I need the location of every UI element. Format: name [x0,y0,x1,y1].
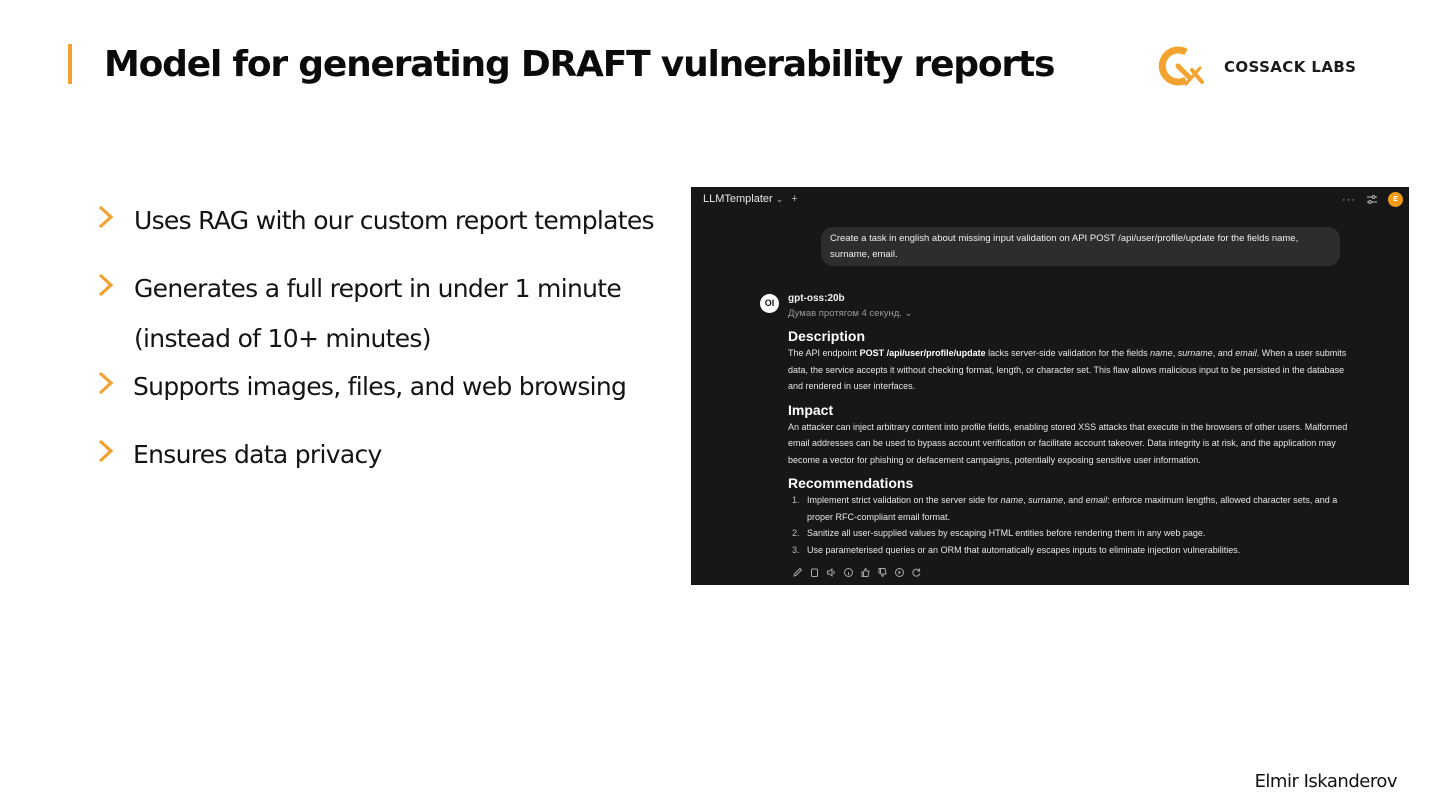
impact-heading: Impact [788,401,834,418]
bullet-item [96,430,382,480]
thumbs-up-icon[interactable] [860,567,871,578]
bullet-item [96,362,626,412]
top-right-controls [1342,192,1403,207]
bullet-text: Supports images, files, and web browsing [133,372,627,401]
recommendations-heading: Recommendations [788,475,914,491]
list-item: 3. Use parameterised queries or an ORM that automatically escapes inputs to eliminate injection vulnerabilities. [792,544,1241,555]
chevron-right-icon [96,370,118,396]
impact-text: An attacker can inject arbitrary content into profile fields, enabling stored XSS attacks that execute in the browsers of other users. Malformed email addresses can be used to bypass account verification or facilitate account takeover. Data integrity is at risk, and the application may become a vector for phishing or defacement campaigns, potentially exposing sensitive user information. [788,421,1348,465]
user-avatar[interactable]: E [1388,192,1403,207]
cossack-labs-logo-icon [1156,44,1206,88]
continue-icon[interactable] [894,567,905,578]
bullet-text: Ensures data privacy [133,440,382,469]
company-logo [1156,44,1356,90]
assistant-response [788,327,1348,558]
app-name: LLMTemplater [703,193,773,205]
model-avatar: OI [760,294,779,313]
chevron-right-icon [96,272,118,298]
logo-text: COSSACK LABS [1224,58,1357,76]
settings-sliders-icon[interactable] [1366,194,1378,206]
bullet-item [96,196,654,246]
chevron-down-icon: ⌄ [904,308,913,319]
description-text: The API endpoint POST /api/user/profile/update lacks server-side validation for the fields name, surname, and email. When a user submits data, the service accepts it without checking format, length, or character set. This flaw allows malicious input to be persisted in the database and rendered in user interfaces. [788,348,1347,391]
model-selector[interactable] [703,193,798,205]
slide-title: Model for generating DRAFT vulnerability reports [104,44,1055,85]
bullet-item [96,264,621,364]
user-message-bubble: Create a task in english about missing input validation on API POST /api/user/profile/update for the fields name, surname, email. [821,227,1340,266]
chevron-down-icon[interactable]: ⌄ [775,194,784,204]
title-accent-bar [68,44,72,84]
chevron-right-icon [96,204,118,230]
thumbs-down-icon[interactable] [877,567,888,578]
list-item: 1. Implement strict validation on the server side for name, surname, and email: enforce maximum lengths, allowed character sets, and a proper RFC-compliant email format. [792,495,1338,522]
author-name: Elmir Iskanderov [1254,771,1397,792]
regenerate-icon[interactable] [911,567,922,578]
edit-icon[interactable] [792,567,803,578]
info-icon[interactable] [843,567,854,578]
chat-screenshot [691,187,1409,585]
thinking-status[interactable]: Думав протягом 4 секунд. ⌄ [788,308,913,319]
message-actions [792,567,922,578]
add-model-icon[interactable]: + [791,193,798,205]
bullet-text: Uses RAG with our custom report templates [134,206,654,235]
description-heading: Description [788,328,866,344]
bullet-text: Generates a full report in under 1 minute [134,274,622,303]
more-options-icon[interactable]: ··· [1342,193,1356,206]
bullet-text-continuation: (instead of 10+ minutes) [134,324,431,353]
list-item: 2. Sanitize all user-supplied values by escaping HTML entities before rendering them in any web page. [792,528,1206,538]
speaker-icon[interactable] [826,567,837,578]
copy-icon[interactable] [809,567,820,578]
recommendations-list [788,492,1348,558]
model-name: gpt-oss:20b [788,293,845,304]
chevron-right-icon [96,438,118,464]
